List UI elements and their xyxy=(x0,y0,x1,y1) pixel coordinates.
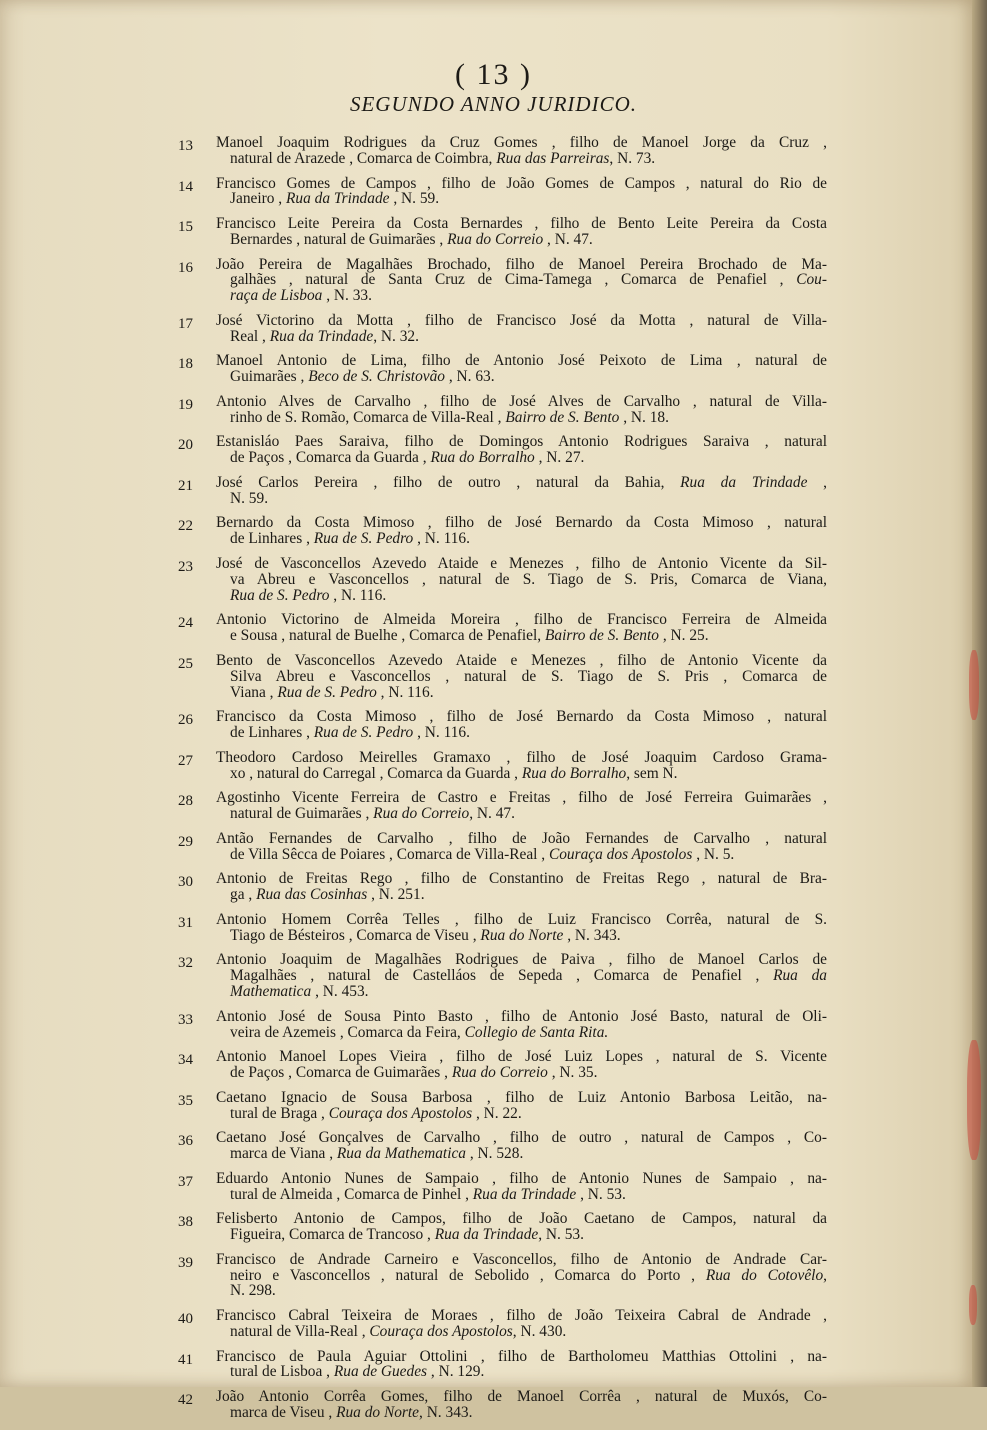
entry-number: 16 xyxy=(178,259,193,276)
text-segment: neiro e Vasconcellos , natural de Sebolido , Comarca do Porto , xyxy=(230,1266,706,1284)
entry-number: 33 xyxy=(178,1011,193,1028)
entry-line xyxy=(0,434,987,450)
entry-line xyxy=(0,1065,987,1081)
entry-line xyxy=(0,216,987,232)
address-italic: Rua do Correio xyxy=(373,805,470,823)
address-italic: Rua do Cotovêlo xyxy=(705,1266,824,1284)
text-segment: natural de Guimarães , xyxy=(230,805,374,823)
text-segment: , xyxy=(807,473,827,491)
address-italic: Mathematica xyxy=(230,983,312,1001)
entry-number: 23 xyxy=(178,558,193,575)
text-segment: Estanisláo Paes Saraiva, filho de Domingos Antonio Rodrigues Saraiva , natural xyxy=(216,433,827,451)
text-segment: Felisberto Antonio de Campos, filho de João Caetano de Campos, natural da xyxy=(216,1210,827,1228)
text-segment: João Pereira de Magalhães Brochado, filho de Manoel Pereira Brochado de Ma- xyxy=(216,255,827,273)
text-segment: , N. 116. xyxy=(329,586,387,604)
entry-line xyxy=(0,1252,987,1268)
text-segment: Francisco da Costa Mimoso , filho de José Bernardo da Costa Mimoso , natural xyxy=(216,708,827,726)
entry-line xyxy=(0,1090,987,1106)
text-segment: , N. 35. xyxy=(547,1064,598,1082)
address-italic: Rua de S. Pedro xyxy=(313,724,414,742)
text-segment: tural de Lisboa , xyxy=(230,1363,334,1381)
address-italic: Rua da Trindade xyxy=(269,327,374,345)
entry-number: 39 xyxy=(178,1254,193,1271)
text-segment: Antonio Manoel Lopes Vieira , filho de José Luiz Lopes , natural de S. Vicente xyxy=(216,1048,827,1066)
text-segment: Antonio Homem Corrêa Telles , filho de Luiz Francisco Corrêa, natural de S. xyxy=(216,910,827,928)
entry-line xyxy=(0,394,987,410)
text-segment: Caetano Ignacio de Sousa Barbosa , filho de Luiz Antonio Barbosa Leitão, na- xyxy=(216,1088,827,1106)
entry-line xyxy=(0,1364,987,1380)
entry-line xyxy=(0,531,987,547)
text-segment: , xyxy=(823,1266,827,1284)
entry-line xyxy=(0,912,987,928)
address-italic: Rua do Norte xyxy=(480,926,564,944)
entry-line xyxy=(0,1025,987,1041)
entry-21 xyxy=(0,475,987,507)
entry-26 xyxy=(0,709,987,741)
entry-29 xyxy=(0,831,987,863)
entry-line xyxy=(0,588,987,604)
entry-number: 22 xyxy=(178,518,193,535)
address-italic: Couraça dos Apostolos xyxy=(369,1322,513,1340)
text-segment: Antão Fernandes de Carvalho , filho de João Fernandes de Carvalho , natural xyxy=(216,829,827,847)
entry-19 xyxy=(0,394,987,426)
entry-27 xyxy=(0,750,987,782)
entry-number: 13 xyxy=(178,138,193,154)
text-segment: , N. 453. xyxy=(311,983,369,1001)
address-italic: Rua das Cosinhas xyxy=(256,886,368,904)
address-italic: Rua da Trindade xyxy=(286,190,390,208)
text-segment: , N. 27. xyxy=(534,449,585,467)
entry-17 xyxy=(0,313,987,345)
entry-number: 19 xyxy=(178,396,193,413)
entry-line xyxy=(0,257,987,273)
text-segment: , N. 47. xyxy=(469,805,515,823)
address-italic: Cou- xyxy=(796,271,827,289)
entry-line xyxy=(0,491,987,507)
entry-number: 28 xyxy=(178,793,193,810)
text-segment: José de Vasconcellos Azevedo Ataide e Menezes , filho de Antonio Vicente da Sil- xyxy=(216,554,827,572)
address-italic: Rua do Correio xyxy=(447,230,544,248)
entry-line xyxy=(0,450,987,466)
address-italic: Rua da xyxy=(773,967,828,985)
text-segment: João Antonio Corrêa Gomes, filho de Manoel Corrêa , natural de Muxós, Co- xyxy=(216,1388,827,1406)
text-segment: Eduardo Antonio Nunes de Sampaio , filho de Antonio Nunes de Sampaio , na- xyxy=(216,1169,827,1187)
entry-line xyxy=(0,1009,987,1025)
text-segment: Antonio Alves de Carvalho , filho de José Alves de Carvalho , natural de Villa- xyxy=(216,392,827,410)
entry-number: 25 xyxy=(178,655,193,672)
text-segment: Real , xyxy=(230,327,270,345)
text-segment: de Linhares , xyxy=(230,530,314,548)
entry-line xyxy=(0,968,987,984)
entry-line xyxy=(0,669,987,685)
entry-number: 31 xyxy=(178,914,193,931)
text-segment: ga , xyxy=(230,886,257,904)
address-italic: Rua do Borralho xyxy=(521,764,627,782)
entry-40 xyxy=(0,1308,987,1340)
entry-number: 18 xyxy=(178,356,193,373)
text-segment: , sem N. xyxy=(626,764,678,782)
entry-number: 40 xyxy=(178,1311,193,1328)
entry-number: 42 xyxy=(178,1392,193,1409)
entry-line xyxy=(0,353,987,369)
entry-line xyxy=(0,1187,987,1203)
page-number: ( 13 ) xyxy=(455,58,532,91)
text-segment: Janeiro , xyxy=(230,190,286,208)
address-italic: raça de Lisboa xyxy=(230,287,323,305)
entry-line xyxy=(0,750,987,766)
address-italic: Couraça dos Apostolos xyxy=(328,1104,473,1122)
text-segment: Manoel Joaquim Rodrigues da Cruz Gomes , filho de Manoel Jorge da Cruz , xyxy=(216,134,827,151)
text-segment: marca de Viana , xyxy=(230,1145,337,1163)
entry-number: 37 xyxy=(178,1173,193,1190)
text-segment: , N. 25. xyxy=(658,627,709,645)
address-italic: Bairro de S. Bento xyxy=(544,627,659,645)
text-segment: tural de Braga , xyxy=(230,1104,329,1122)
entry-number: 32 xyxy=(178,955,193,972)
entry-number: 36 xyxy=(178,1133,193,1150)
entry-line xyxy=(0,1389,987,1405)
entry-number: 21 xyxy=(178,477,193,494)
text-segment: Francisco de Paula Aguiar Ottolini , filho de Bartholomeu Matthias Ottolini , na- xyxy=(216,1347,827,1365)
text-segment: Caetano José Gonçalves de Carvalho , filho de outro , natural de Campos , Co- xyxy=(216,1129,827,1147)
entry-line xyxy=(0,806,987,822)
entry-line xyxy=(0,313,987,329)
entry-number: 27 xyxy=(178,752,193,769)
entry-number: 38 xyxy=(178,1214,193,1231)
entry-line xyxy=(0,135,987,151)
entry-line xyxy=(0,831,987,847)
text-segment: galhães , natural de Santa Cruz de Cima-Tamega , Comarca de Penafiel , xyxy=(230,271,797,289)
text-segment: , N. 59. xyxy=(389,190,440,208)
address-italic: Rua da Trindade xyxy=(434,1226,539,1244)
text-segment: tural de Almeida , Comarca de Pinhel , xyxy=(230,1185,473,1203)
text-segment: , N. 22. xyxy=(472,1104,522,1122)
entry-line xyxy=(0,1324,987,1340)
entry-20 xyxy=(0,434,987,466)
entry-35 xyxy=(0,1090,987,1122)
entry-number: 41 xyxy=(178,1351,193,1368)
entry-line xyxy=(0,1049,987,1065)
entry-number: 24 xyxy=(178,615,193,632)
entry-line xyxy=(0,928,987,944)
entry-24 xyxy=(0,612,987,644)
text-segment: rinho de S. Romão, Comarca de Villa-Real , xyxy=(230,408,506,426)
entry-line xyxy=(0,1146,987,1162)
text-segment: , N. 73. xyxy=(609,149,656,167)
entry-36 xyxy=(0,1130,987,1162)
text-segment: de Paços , Comarca de Guimarães , xyxy=(230,1064,452,1082)
entry-line xyxy=(0,151,987,167)
text-segment: va Abreu e Vasconcellos , natural de S. Tiago de S. Pris, Comarca de Viana, xyxy=(230,570,827,588)
entry-line xyxy=(0,766,987,782)
text-segment: Bernardes , natural de Guimarães , xyxy=(230,230,448,248)
entry-line xyxy=(0,612,987,628)
text-segment: de Paços , Comarca da Guarda , xyxy=(230,449,431,467)
entry-line xyxy=(0,410,987,426)
text-segment: , N. 32. xyxy=(373,327,419,345)
text-segment: Manoel Antonio de Lima, filho de Antonio José Peixoto de Lima , natural de xyxy=(216,352,827,370)
entry-line xyxy=(0,1308,987,1324)
text-segment: natural de Arazede , Comarca de Coimbra, xyxy=(230,149,497,167)
text-segment: José Carlos Pereira , filho de outro , natural da Bahia, xyxy=(216,473,681,491)
text-segment: de Villa Sêcca de Poiares , Comarca de Villa-Real , xyxy=(230,845,549,863)
text-segment: , N. 251. xyxy=(367,886,425,904)
entry-line xyxy=(0,191,987,207)
entry-number: 14 xyxy=(178,178,193,195)
text-segment: Bernardo da Costa Mimoso , filho de José Bernardo da Costa Mimoso , natural xyxy=(216,514,827,532)
text-segment: , N. 343. xyxy=(419,1403,473,1421)
text-segment: Agostinho Vicente Ferreira de Castro e Freitas , filho de José Ferreira Guimarães , xyxy=(216,789,827,807)
entry-line xyxy=(0,871,987,887)
entry-number: 29 xyxy=(178,833,193,850)
text-segment: Bento de Vasconcellos Azevedo Ataide e Menezes , filho de Antonio Vicente da xyxy=(216,651,827,669)
entry-line xyxy=(0,952,987,968)
text-segment: Silva Abreu e Vasconcellos , natural de S. Tiago de S. Pris , Comarca de xyxy=(230,667,827,685)
entry-line xyxy=(0,288,987,304)
text-segment: xo , natural do Carregal , Comarca da Guarda , xyxy=(230,764,522,782)
text-segment: Francisco Leite Pereira da Costa Bernardes , filho de Bento Leite Pereira da Costa xyxy=(216,215,827,232)
entry-line xyxy=(0,653,987,669)
entry-line xyxy=(0,1211,987,1227)
entry-line xyxy=(0,1227,987,1243)
address-italic: Rua do Borralho xyxy=(430,449,535,467)
text-segment: Theodoro Cardoso Meirelles Gramaxo , filho de José Joaquim Cardoso Grama- xyxy=(216,748,827,766)
entry-number: 17 xyxy=(178,315,193,332)
entry-28 xyxy=(0,790,987,822)
text-segment: , N. 528. xyxy=(466,1145,524,1163)
text-segment: , N. 343. xyxy=(563,926,621,944)
entry-line xyxy=(0,1405,987,1421)
entry-25 xyxy=(0,653,987,701)
entry-line xyxy=(0,790,987,806)
entry-number: 34 xyxy=(178,1052,193,1069)
entry-13 xyxy=(0,135,987,167)
text-segment: , N. 116. xyxy=(376,683,434,701)
entry-42 xyxy=(0,1389,987,1421)
entry-line xyxy=(0,329,987,345)
address-italic: Bairro de S. Bento xyxy=(505,408,620,426)
entry-line xyxy=(0,887,987,903)
entry-line xyxy=(0,725,987,741)
entry-33 xyxy=(0,1009,987,1041)
address-italic: Rua de Guedes xyxy=(333,1363,428,1381)
entry-30 xyxy=(0,871,987,903)
student-list xyxy=(0,135,987,1430)
text-segment: , N. 116. xyxy=(413,724,470,742)
entry-number: 26 xyxy=(178,712,193,729)
entry-line xyxy=(0,1268,987,1284)
text-segment: Francisco Cabral Teixeira de Moraes , filho de João Teixeira Cabral de Andrade , xyxy=(216,1307,827,1325)
address-italic: Rua da Trindade xyxy=(680,473,808,491)
entry-line xyxy=(0,1171,987,1187)
text-segment: Antonio Joaquim de Magalhães Rodrigues de Paiva , filho de Manoel Carlos de xyxy=(216,951,827,969)
text-segment: , N. 53. xyxy=(538,1226,584,1244)
address-italic: Beco de S. Christovão xyxy=(308,368,445,386)
entry-line xyxy=(0,628,987,644)
address-italic: Rua de S. Pedro xyxy=(313,530,414,548)
entry-41 xyxy=(0,1349,987,1381)
text-segment: N. 59. xyxy=(230,489,269,507)
entry-line xyxy=(0,1130,987,1146)
text-segment: Magalhães , natural de Castelláos de Sepeda , Comarca de Penafiel , xyxy=(230,967,774,985)
text-segment: Figueira, Comarca de Trancoso , xyxy=(230,1226,435,1244)
entry-number: 20 xyxy=(178,437,193,454)
entry-number: 30 xyxy=(178,874,193,891)
entry-number: 35 xyxy=(178,1092,193,1109)
text-segment: Antonio José de Sousa Pinto Basto , filho de Antonio José Basto, natural de Oli- xyxy=(216,1007,827,1025)
text-segment: Francisco Gomes de Campos , filho de João Gomes de Campos , natural do Rio de xyxy=(216,174,827,192)
text-segment: , N. 53. xyxy=(576,1185,626,1203)
entry-line xyxy=(0,232,987,248)
text-segment: , N. 430. xyxy=(512,1322,567,1340)
entry-15 xyxy=(0,216,987,248)
text-segment: Guimarães , xyxy=(230,368,309,386)
address-italic: Rua do Correio xyxy=(451,1064,548,1082)
entry-line xyxy=(0,556,987,572)
address-italic: Rua do Norte xyxy=(336,1403,419,1421)
entry-line xyxy=(0,572,987,588)
text-segment: , N. 47. xyxy=(543,230,593,248)
text-segment: , N. 116. xyxy=(413,530,470,548)
entry-line xyxy=(0,984,987,1000)
address-italic: Rua de S. Pedro xyxy=(230,586,330,604)
entry-31 xyxy=(0,912,987,944)
text-segment: Francisco de Andrade Carneiro e Vasconcellos, filho de Antonio de Andrade Car- xyxy=(216,1250,827,1268)
entry-23 xyxy=(0,556,987,604)
text-segment: marca de Viseu , xyxy=(230,1403,337,1421)
address-italic: Rua das Parreiras xyxy=(496,149,610,167)
entry-39 xyxy=(0,1252,987,1300)
entry-line xyxy=(0,1283,987,1299)
entry-line xyxy=(0,272,987,288)
entry-18 xyxy=(0,353,987,385)
address-italic: Rua da Trindade xyxy=(472,1185,577,1203)
text-segment: , N. 5. xyxy=(692,845,735,863)
entry-38 xyxy=(0,1211,987,1243)
text-segment: , N. 18. xyxy=(619,408,669,426)
entry-line xyxy=(0,369,987,385)
entry-line xyxy=(0,515,987,531)
text-segment: Tiago de Bésteiros , Comarca de Viseu , xyxy=(230,926,481,944)
text-segment: , N. 129. xyxy=(427,1363,485,1381)
entry-number: 15 xyxy=(178,219,193,235)
text-segment: e Sousa , natural de Buelhe , Comarca de Penafiel, xyxy=(230,627,545,645)
entry-line xyxy=(0,1106,987,1122)
address-italic: Collegio de Santa Rita. xyxy=(464,1023,609,1041)
text-segment: Antonio Victorino de Almeida Moreira , filho de Francisco Ferreira de Almeida xyxy=(216,611,827,629)
text-segment: Antonio de Freitas Rego , filho de Constantino de Freitas Rego , natural de Bra- xyxy=(216,870,827,888)
entry-22 xyxy=(0,515,987,547)
entry-line xyxy=(0,685,987,701)
text-segment: veira de Azemeis , Comarca da Feira, xyxy=(230,1023,465,1041)
text-segment: natural de Villa-Real , xyxy=(230,1322,370,1340)
entry-line xyxy=(0,176,987,192)
address-italic: Rua de S. Pedro xyxy=(277,683,377,701)
entry-37 xyxy=(0,1171,987,1203)
running-title: SEGUNDO ANNO JURIDICO. xyxy=(349,92,637,116)
address-italic: Couraça dos Apostolos xyxy=(548,845,693,863)
entry-14 xyxy=(0,176,987,208)
entry-16 xyxy=(0,257,987,305)
text-segment: José Victorino da Motta , filho de Francisco José da Motta , natural de Villa- xyxy=(216,311,827,329)
text-segment: N. 298. xyxy=(230,1282,276,1300)
address-italic: Rua da Mathematica xyxy=(336,1145,466,1163)
entry-32 xyxy=(0,952,987,1000)
text-segment: de Linhares , xyxy=(230,724,314,742)
text-segment: , N. 63. xyxy=(445,368,495,386)
text-segment: , N. 33. xyxy=(322,287,372,305)
entry-line xyxy=(0,847,987,863)
entry-line xyxy=(0,475,987,491)
entry-34 xyxy=(0,1049,987,1081)
entry-line xyxy=(0,1349,987,1365)
entry-line xyxy=(0,709,987,725)
text-segment: Viana , xyxy=(230,683,278,701)
